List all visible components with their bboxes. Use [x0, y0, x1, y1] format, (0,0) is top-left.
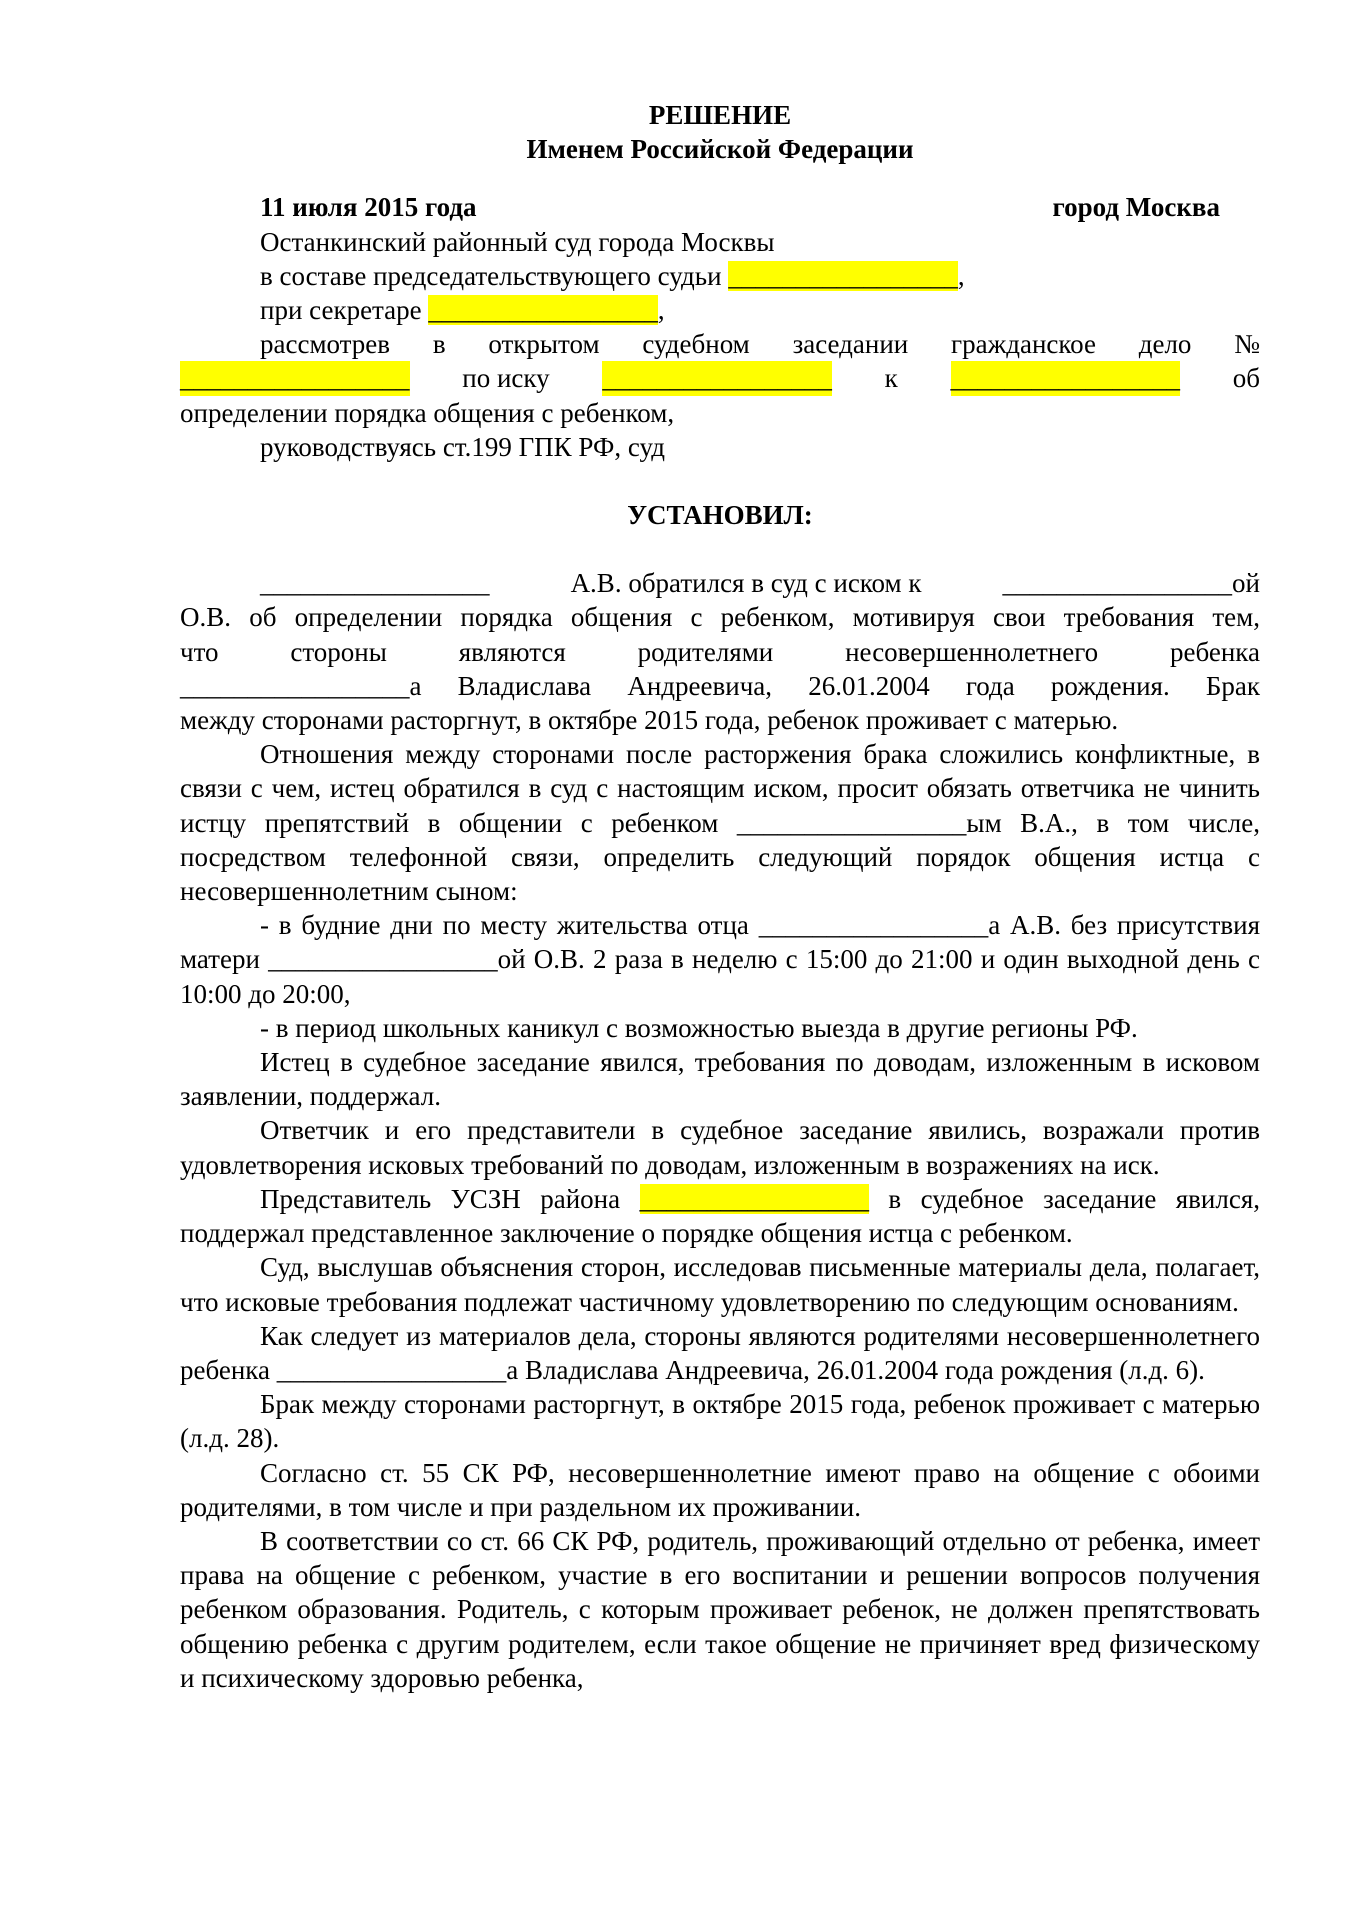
paragraph-12: В соответствии со ст. 66 СК РФ, родитель, проживающий отдельно от ребенка, имеет права на общение с ребенком, участие в его воспитании и решении вопросов получения ребенком образования. Родитель, с которым проживает ребенок, не должен препятствовать общению ребенка с другим родителем, если такое общение не причиняет вред физическому и психическому здоровью ребенка, — [180, 1525, 1260, 1693]
paragraph-2: Отношения между сторонами после расторжения брака сложились конфликтные, в связи с чем, истец обратился в суд с настоящим иском, просит обязать ответчика не чинить истцу препятствий в общении с ребенком _________________ым В.А., в том числе, посредством телефонной связи, определить следующий порядок общения истца с несовершеннолетним сыном: — [180, 739, 1260, 907]
paragraph-1: _________________ А.В. обратился в суд с иском к _________________ой О.В. об определении порядка общения с ребенком, мотивируя свои требования тем, что стороны являются родителями несовершеннолетнего ребенка _________________а Владислава Андреевича, 26.01.2004 года рождения. Брак между сторонами расторгнут, в октябре 2015 года, ребенок проживает с матерью. — [180, 568, 1260, 736]
document-page — [180, 98, 1260, 1695]
case-number-field: _________________ — [180, 361, 410, 395]
paragraph-5: Истец в судебное заседание явился, требования по доводам, изложенным в исковом заявлении, поддержал. — [180, 1047, 1260, 1112]
document-subtitle: Именем Российской Федерации — [526, 134, 914, 165]
section-heading: УСТАНОВИЛ: — [627, 500, 813, 531]
judge-line: в составе председательствующего судьи _________________, — [260, 260, 965, 291]
paragraph-9: Как следует из материалов дела, стороны являются родителями несовершеннолетнего ребенка _________________а Владислава Андреевича, 26.01.2004 года рождения (л.д. 6). — [180, 1320, 1260, 1385]
secretary-line: при секретаре _________________, — [260, 295, 665, 326]
uszn-district-field: _________________ — [639, 1183, 869, 1214]
defendant-field: _________________ — [951, 361, 1181, 395]
guided-line: руководствуясь ст.199 ГПК РФ, суд — [260, 431, 665, 462]
paragraph-4: - в период школьных каникул с возможностью выезда в другие регионы РФ. — [260, 1012, 1138, 1043]
decision-city: город Москва — [1052, 192, 1220, 223]
secretary-name-field: _________________ — [428, 295, 658, 326]
court-name: Останкинский районный суд города Москвы — [260, 226, 775, 257]
paragraph-6: Ответчик и его представители в судебное заседание явились, возражали против удовлетворения исковых требований по доводам, изложенным в возражениях на иск. — [180, 1115, 1260, 1180]
paragraph-7: Представитель УСЗН района _________________ в судебное заседание явился, поддержал представленное заключение о порядке общения истца с ребенком. — [180, 1183, 1261, 1249]
case-subject: определении порядка общения с ребенком, — [180, 397, 675, 428]
document-title: РЕШЕНИЕ — [648, 100, 792, 130]
paragraph-11: Согласно ст. 55 СК РФ, несовершеннолетние имеют право на общение с обоими родителями, в том числе и при раздельном их проживании. — [180, 1457, 1260, 1522]
judge-name-field: _________________ — [728, 260, 958, 291]
paragraph-8: Суд, выслушав объяснения сторон, исследовав письменные материалы дела, полагает, что исковые требования подлежат частичному удовлетворению по следующим основаниям. — [180, 1252, 1260, 1317]
parties-line: _________________ по иску _________________ к _________________ об — [180, 361, 1260, 395]
plaintiff-field: _________________ — [602, 361, 832, 395]
paragraph-10: Брак между сторонами расторгнут, в октябре 2015 года, ребенок проживает с матерью (л.д. 28). — [180, 1389, 1260, 1454]
date-city-line — [180, 190, 1260, 224]
decision-date: 11 июля 2015 года — [260, 192, 477, 223]
paragraph-3: - в будние дни по месту жительства отца _________________а А.В. без присутствия матери _________________ой О.В. 2 раза в неделю с 15:00 до 21:00 и один выходной день с 10:00 до 20:00, — [180, 910, 1261, 1009]
case-line: рассмотрев в открытом судебном заседании гражданское дело № — [260, 329, 1260, 360]
